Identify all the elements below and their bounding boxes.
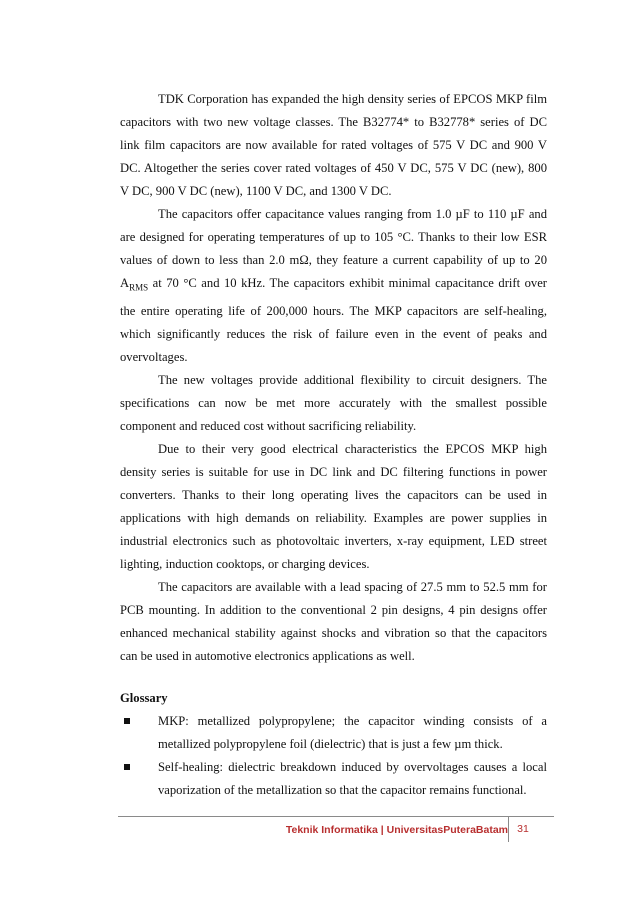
footer-divider xyxy=(118,816,554,817)
glossary-heading: Glossary xyxy=(120,690,168,705)
rms-subscript: RMS xyxy=(129,282,149,293)
paragraph-2-text-b: at 70 °C and 10 kHz. The capacitors exhibit minimal capacitance drift over the entire operating life of 200,000 hours. The MKP capacitors are self-healing, which significantly reduces the risk of failure even in the event of peaks and overvoltages. xyxy=(120,276,547,364)
glossary-item-text: Self-healing: dielectric breakdown induced by overvoltages causes a local vaporization of the metallization so that the capacitor remains functional. xyxy=(158,759,547,797)
page-number: 31 xyxy=(508,816,537,842)
paragraph-4: Due to their very good electrical characteristics the EPCOS MKP high density series is suitable for use in DC link and DC filtering functions in power converters. Thanks to their long operating lives the capacitors can be used in applications with high demands on reliability. Examples are power supplies in industrial electronics such as photovoltaic inverters, x-ray equipment, LED street lighting, induction cooktops, or charging devices. xyxy=(120,441,547,571)
glossary-item-mkp xyxy=(120,710,547,756)
glossary-item-self-healing xyxy=(120,756,547,802)
footer-institution: Teknik Informatika | UniversitasPuteraBatam xyxy=(285,824,508,836)
paragraph-2-text-a: The capacitors offer capacitance values ranging from 1.0 µF to 110 µF and are designed for operating temperatures of up to 105 °C. Thanks to their low ESR values of down to less than 2.0 mΩ, they feature a current capability of up to 20 A xyxy=(120,207,547,290)
paragraph-3: The new voltages provide additional flexibility to circuit designers. The specifications can now be met more accurately with the smallest possible component and reduced cost without sacrificing reliability. xyxy=(120,372,547,433)
document-body xyxy=(120,88,547,802)
paragraph-1: TDK Corporation has expanded the high density series of EPCOS MKP film capacitors with two new voltage classes. The B32774* to B32778* series of DC link film capacitors are now available for rated voltages of 575 V DC and 900 V DC. Altogether the series cover rated voltages of 450 V DC, 575 V DC (new), 800 V DC, 900 V DC (new), 1100 V DC, and 1300 V DC. xyxy=(120,92,547,198)
square-bullet-icon xyxy=(124,764,130,770)
glossary-list xyxy=(120,710,547,802)
paragraph-5: The capacitors are available with a lead spacing of 27.5 mm to 52.5 mm for PCB mounting. In addition to the conventional 2 pin designs, 4 pin designs offer enhanced mechanical stability against shocks and vibration so that the capacitors can be used in automotive electronics applications as well. xyxy=(120,579,547,663)
glossary-item-text: MKP: metallized polypropylene; the capacitor winding consists of a metallized polypropylene foil (dielectric) that is just a few µm thick. xyxy=(158,713,547,751)
paragraph-2 xyxy=(120,203,547,369)
square-bullet-icon xyxy=(124,718,130,724)
